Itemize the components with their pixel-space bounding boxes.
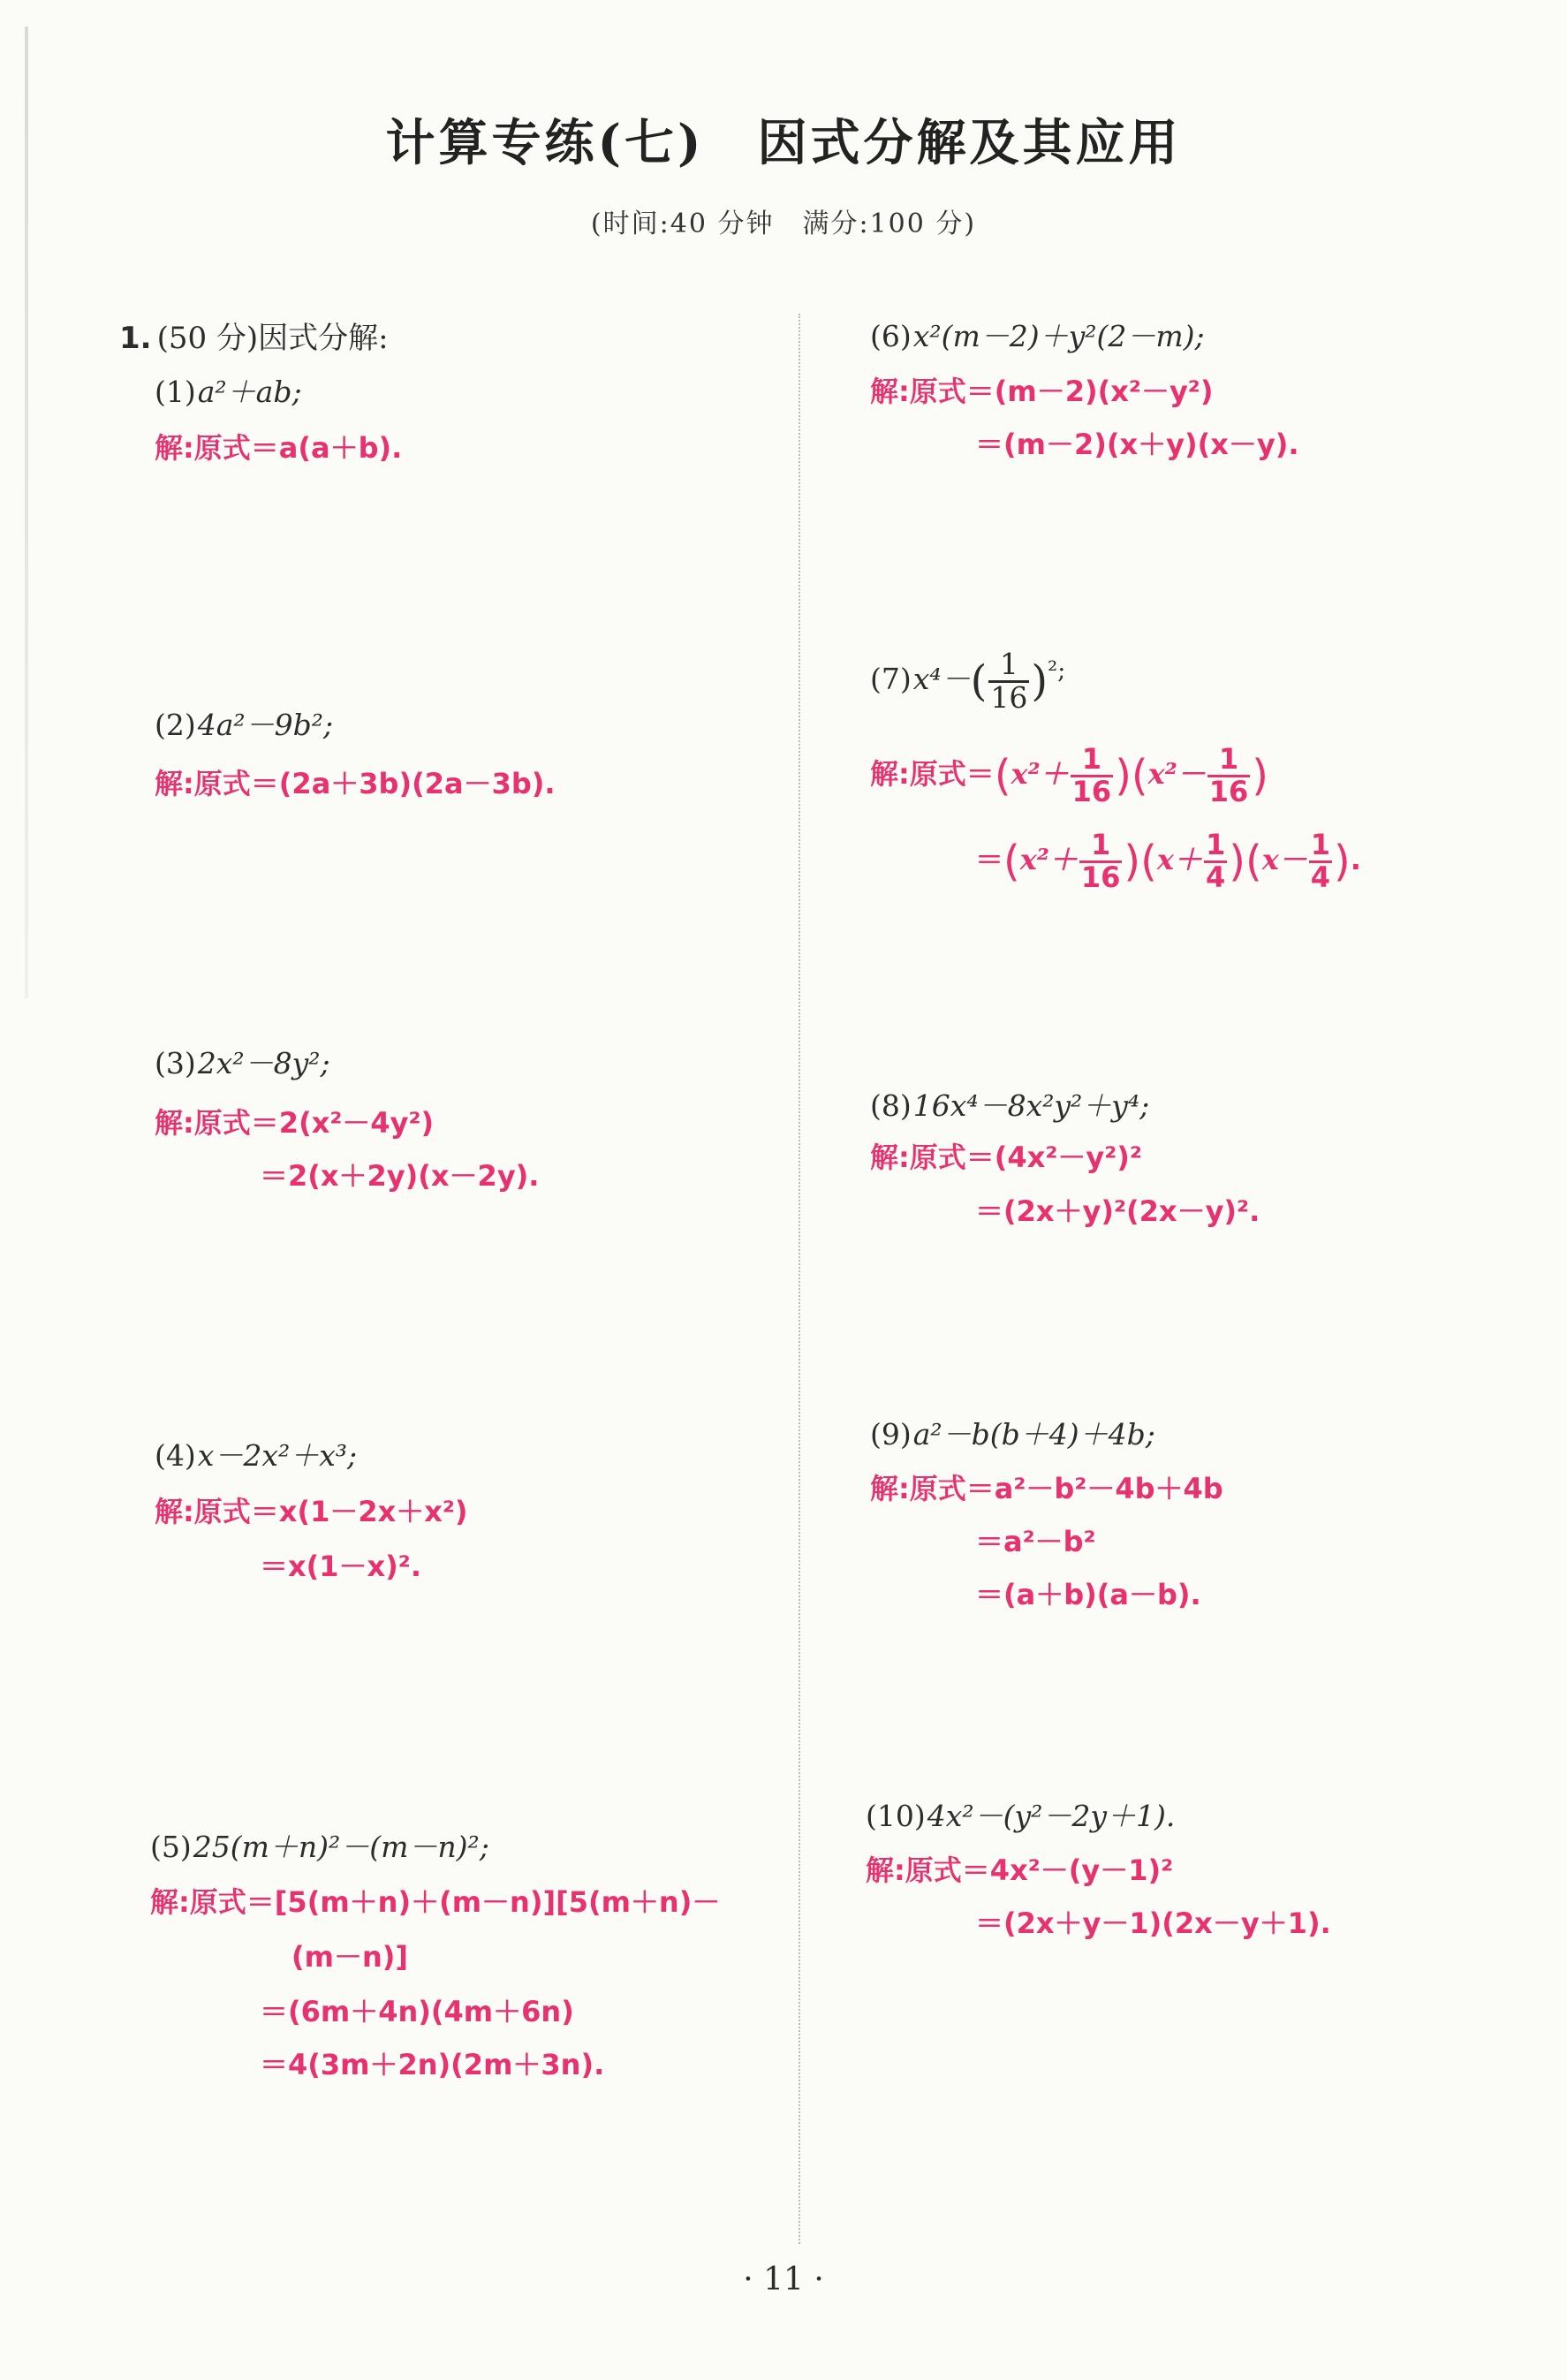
answer-7-line-1: 解:原式＝(x²＋ $\frac{1}{16}$ )(x²－ $\frac{1}{16}$ ) — [870, 742, 1269, 808]
answer-9-line-1: 解:原式＝a²－b²－4b＋4b — [870, 1472, 1223, 1505]
problem-expression: 4x²－(y²－2y＋1). — [927, 1799, 1176, 1833]
problem-label: (10) — [866, 1799, 926, 1833]
problem-expression: 4a²－9b²; — [197, 708, 334, 742]
problem-8 — [870, 1083, 1149, 1125]
time-score-info: (时间:40 分钟 满分:100 分) — [590, 208, 977, 239]
problem-expression-end: ²; — [1048, 656, 1066, 686]
problem-label: (4) — [155, 1438, 196, 1473]
fraction-one-sixteenth: $\frac{1}{16}$ — [990, 647, 1028, 715]
question-instruction: (50 分)因式分解: — [156, 321, 389, 356]
problem-label: (6) — [870, 319, 912, 353]
question-intro — [119, 314, 389, 357]
problem-2 — [155, 702, 333, 744]
answer-3-line-2: ＝2(x＋2y)(x－2y). — [260, 1159, 540, 1193]
answer-8-line-1: 解:原式＝(4x²－y²)² — [870, 1141, 1142, 1174]
problem-9 — [870, 1412, 1155, 1453]
answer-4-line-2: ＝x(1－x)². — [260, 1550, 421, 1583]
problem-label: (9) — [870, 1417, 912, 1451]
answer-3-line-1: 解:原式＝2(x²－4y²) — [155, 1106, 435, 1140]
answer-9-line-2: ＝a²－b² — [975, 1525, 1096, 1558]
problem-expression: a²＋ab; — [197, 375, 302, 409]
problem-7: (7)x⁴－( $\frac{1}{16}$ )$^{^2;}$ — [870, 647, 1066, 715]
answer-6-line-2: ＝(m－2)(x＋y)(x－y). — [975, 428, 1299, 461]
problem-5 — [150, 1824, 489, 1866]
question-number: 1. — [119, 321, 152, 356]
problem-3 — [155, 1041, 330, 1082]
problem-label: (2) — [155, 708, 196, 742]
answer-5-line-2: (m－n)] — [291, 1940, 409, 1974]
problem-expression: 25(m＋n)²－(m－n)²; — [193, 1830, 489, 1864]
answer-7-line-2: ＝(x²＋ $\frac{1}{16}$ )(x＋ $\frac{1}{4}$ )(x－ $\frac{1}{4}$ ). — [975, 828, 1361, 894]
problem-expression: 2x²－8y²; — [197, 1046, 330, 1080]
answer-8-line-2: ＝(2x＋y)²(2x－y)². — [975, 1194, 1260, 1228]
answer-10-line-2: ＝(2x＋y－1)(2x－y＋1). — [975, 1906, 1331, 1940]
problem-label: (1) — [155, 375, 196, 409]
answer-10-line-1: 解:原式＝4x²－(y－1)² — [866, 1853, 1174, 1887]
problem-label: (5) — [150, 1830, 192, 1864]
answer-9-line-3: ＝(a＋b)(a－b). — [975, 1578, 1201, 1611]
problem-expression: x－2x²＋x³; — [197, 1438, 358, 1473]
problem-expression: x²(m－2)＋y²(2－m); — [912, 319, 1205, 353]
answer-4-line-1: 解:原式＝x(1－2x＋x²) — [155, 1495, 468, 1528]
problem-expression: a²－b(b＋4)＋4b; — [912, 1417, 1155, 1451]
problem-6 — [870, 314, 1205, 355]
problem-label: (8) — [870, 1088, 912, 1123]
problem-10 — [866, 1793, 1175, 1835]
column-divider — [799, 314, 800, 2244]
problem-expression-start: x⁴－ — [912, 662, 971, 697]
answer-2-line-1: 解:原式＝(2a＋3b)(2a－3b). — [155, 767, 556, 800]
problem-label: (3) — [155, 1046, 196, 1080]
answer-1-line-1: 解:原式＝a(a＋b). — [155, 431, 403, 465]
problem-1 — [155, 369, 302, 411]
problem-expression: 16x⁴－8x²y²＋y⁴; — [912, 1088, 1150, 1123]
answer-6-line-1: 解:原式＝(m－2)(x²－y²) — [870, 375, 1214, 408]
answer-5-line-4: ＝4(3m＋2n)(2m＋3n). — [260, 2048, 605, 2081]
problem-4 — [155, 1433, 357, 1474]
page-title: 计算专练(七) 因式分解及其应用 — [385, 114, 1182, 172]
problem-label: (7) — [870, 662, 912, 697]
answer-5-line-3: ＝(6m＋4n)(4m＋6n) — [260, 1995, 574, 2028]
page-number: · 11 · — [743, 2262, 824, 2298]
answer-5-line-1: 解:原式＝[5(m＋n)＋(m－n)][5(m＋n)－ — [150, 1885, 721, 1919]
